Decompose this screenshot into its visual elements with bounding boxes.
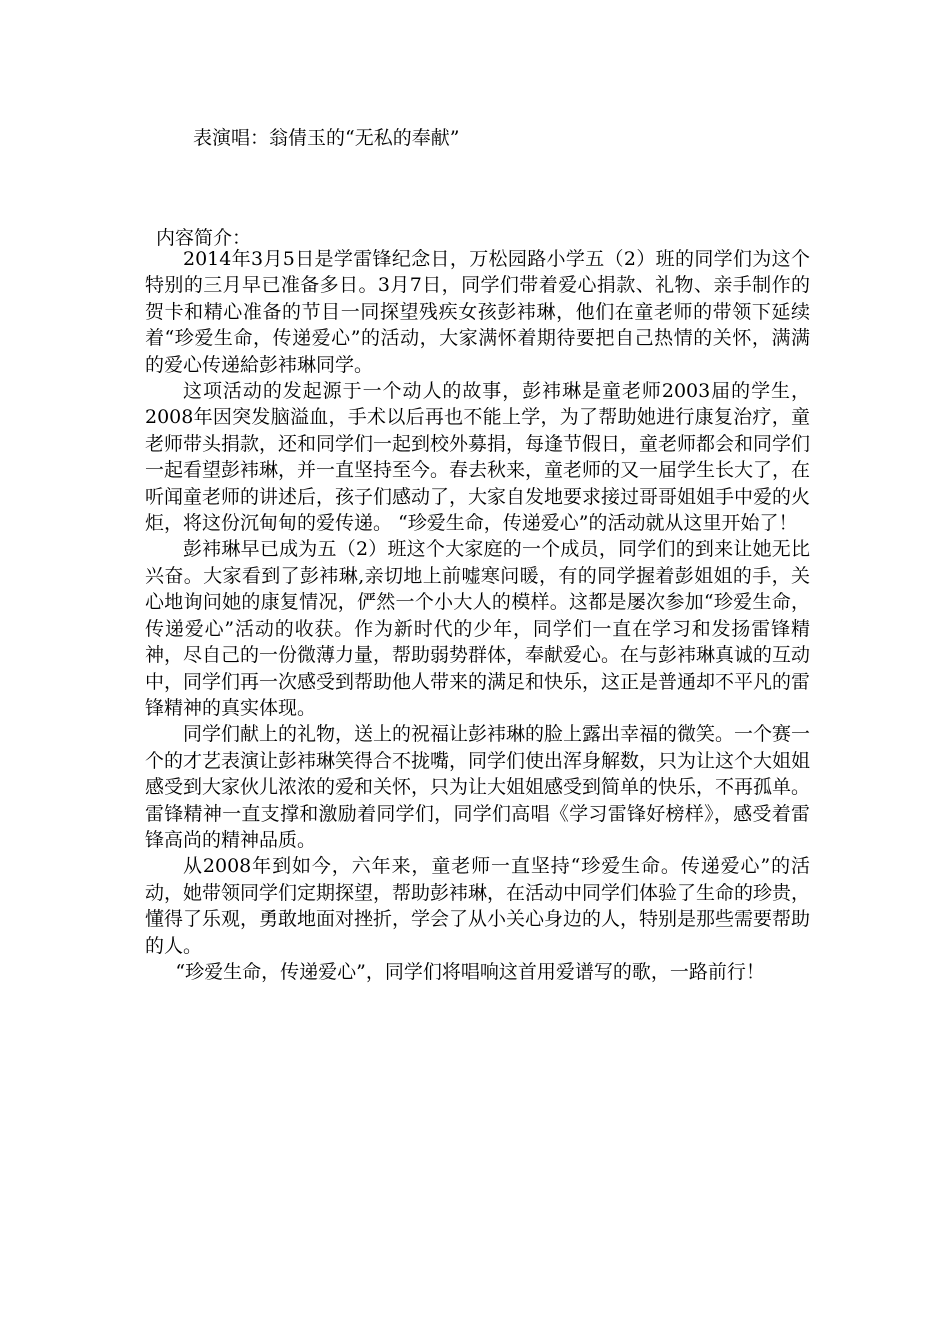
body-text: [145, 246, 810, 985]
closing-paragraph: “珍爱生命，传递爱心”，同学们将唱响这首用爱谱写的歌，一路前行！: [175, 960, 765, 983]
performance-line: 表演唱：翁倩玉的“无私的奉献”: [193, 127, 460, 149]
paragraph-5: 从2008年到如今，六年来，童老师一直坚持“珍爱生命。传递爱心”的活动，她带领同学们定期探望，帮助彭袆琳，在活动中同学们体验了生命的珍贵，懂得了乐观，勇敢地面对挫折，学会了从小关心身边的人，特别是那些需要帮助的人。: [145, 855, 811, 957]
paragraph-4: 同学们献上的礼物，送上的祝福让彭袆琳的脸上露出幸福的微笑。一个赛一个的才艺表演让彭袆琳笑得合不拢嘴，同学们使出浑身解数，只为让这个大姐姐感受到大家伙儿浓浓的爱和关怀，只为让大姐姐感受到简单的快乐，不再孤单。雷锋精神一直支撑和激励着同学们，同学们高唱《学习雷锋好榜样》，感受着雷锋高尚的精神品质。: [145, 723, 811, 851]
paragraph-2: 这项活动的发起源于一个动人的故事，彭袆琳是童老师2003届的学生，2008年因突发脑溢血，手术以后再也不能上学，为了帮助她进行康复治疗，童老师带头捐款，还和同学们一起到校外募捐，每逢节假日，童老师都会和同学们一起看望彭袆琳，并一直坚持至今。春去秋来，童老师的又一届学生长大了，在听闻童老师的讲述后，孩子们感动了，大家自发地要求接过哥哥姐姐手中爱的火炬，将这份沉甸甸的爱传递。 “珍爱生命，传递爱心”的活动就从这里开始了！: [145, 380, 811, 535]
paragraph-3: 彭袆琳早已成为五（2）班这个大家庭的一个成员，同学们的到来让她无比兴奋。大家看到了彭袆琳,亲切地上前嘘寒问暖，有的同学握着彭姐姐的手，关心地询问她的康复情况，俨然一个小大人的模样。这都是屡次参加“珍爱生命，传递爱心”活动的收获。作为新时代的少年，同学们一直在学习和发扬雷锋精神，尽自己的一份微薄力量，帮助弱势群体，奉献爱心。在与彭袆琳真诚的互动中，同学们再一次感受到帮助他人带来的满足和快乐，这正是普通却不平凡的雷锋精神的真实体现。: [145, 538, 811, 719]
paragraph-1: 2014年3月5日是学雷锋纪念日，万松园路小学五（2）班的同学们为这个特别的三月早已准备多日。3月7日，同学们带着爱心捐款、礼物、亲手制作的贺卡和精心准备的节目一同探望残疾女孩彭袆琳，他们在童老师的带领下延续着“珍爱生命，传递爱心”的活动，大家满怀着期待要把自己热情的关怀，满满的爱心传递給彭袆琳同学。: [145, 248, 810, 376]
intro-heading: 内容简介：: [156, 227, 252, 249]
